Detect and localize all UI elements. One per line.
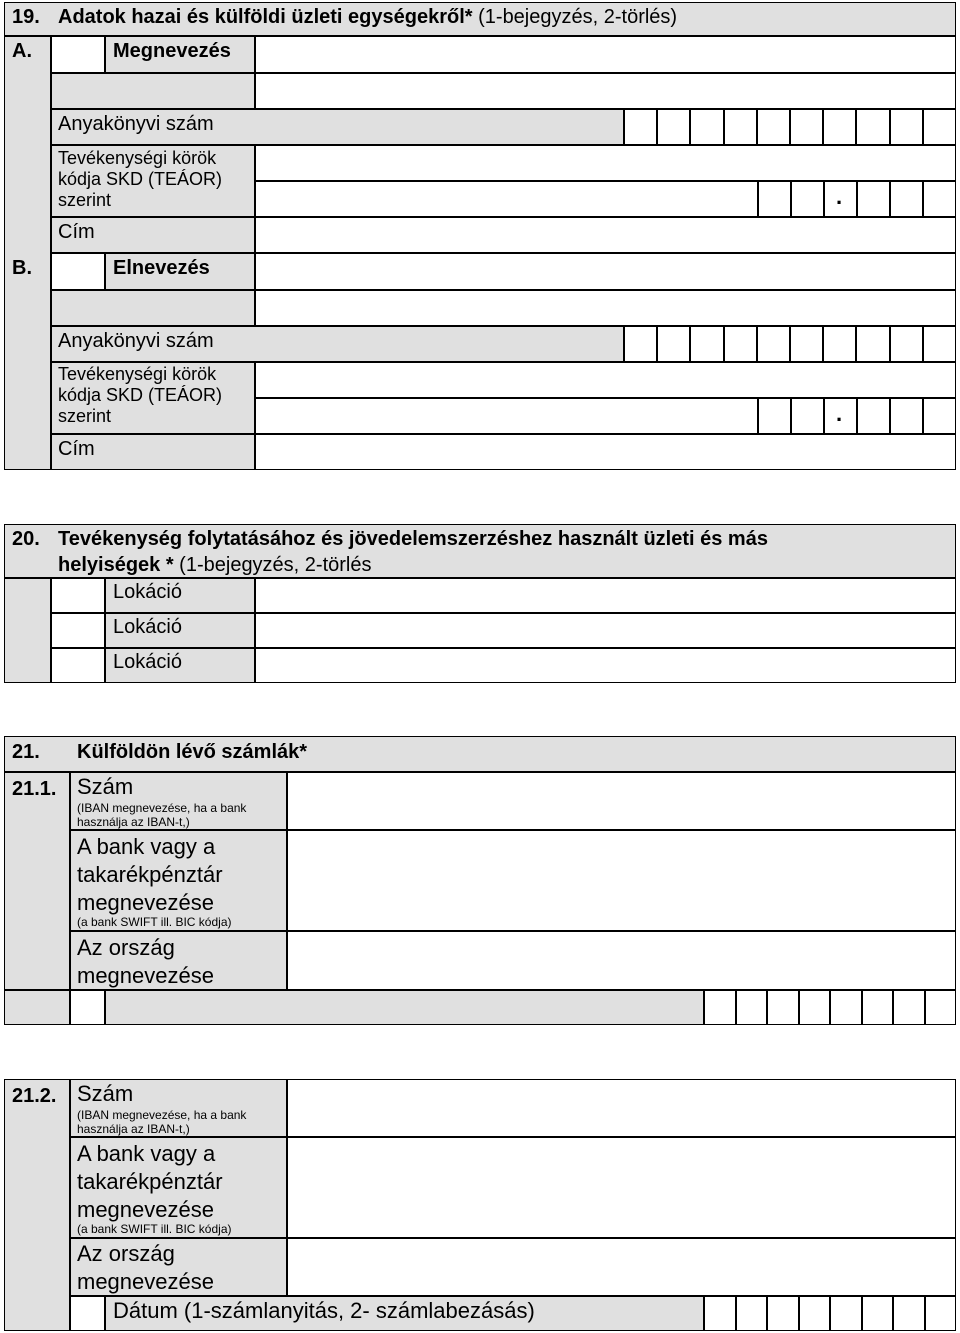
account-2-input[interactable]	[287, 1079, 956, 1137]
bank-2-label-line-3: megnevezése	[77, 1197, 214, 1222]
account-1-note	[77, 801, 246, 829]
section-19-number: 19.	[12, 6, 40, 28]
account-2-date-box-5[interactable]	[830, 1296, 862, 1331]
section-21-2-number: 21.2.	[12, 1085, 57, 1107]
part-a-reg-box-7[interactable]	[823, 109, 856, 145]
account-1-date-box-8[interactable]	[925, 990, 957, 1025]
section-20-title-rest: (1-bejegyzés, 2-törlés	[173, 554, 372, 576]
section-20-title-line-1: Tevékenység folytatásához és jövedelemszerzéshez használt üzleti és más	[58, 528, 768, 550]
location-3-input[interactable]	[255, 648, 956, 683]
part-a-activity-line-1: Tevékenységi körök	[58, 148, 217, 168]
part-b-code-box-1[interactable]	[758, 398, 791, 434]
location-1-input[interactable]	[255, 578, 956, 613]
part-b-reg-box-8[interactable]	[856, 326, 889, 362]
part-a-code-box-5[interactable]	[923, 181, 956, 217]
part-a-code-separator: .	[836, 184, 843, 209]
part-a-reg-box-2[interactable]	[657, 109, 690, 145]
section-20-left-column	[4, 578, 51, 683]
account-2-date-box-3[interactable]	[767, 1296, 799, 1331]
part-b-reg-box-6[interactable]	[790, 326, 823, 362]
part-a-reg-label: Anyakönyvi szám	[58, 113, 214, 135]
part-a-reg-box-8[interactable]	[856, 109, 889, 145]
account-2-date-box-8[interactable]	[925, 1296, 957, 1331]
section-21-title: Külföldön lévő számlák*	[77, 741, 308, 763]
bank-1-label	[77, 833, 223, 917]
bank-2-label-line-2: takarékpénztár	[77, 1169, 223, 1194]
part-a-name-input-2[interactable]	[255, 73, 956, 109]
part-b-reg-box-10[interactable]	[923, 326, 956, 362]
location-2-label: Lokáció	[113, 616, 182, 638]
location-3-status-box[interactable]	[51, 648, 105, 683]
section-21-1-number: 21.1.	[12, 778, 57, 800]
location-1-label: Lokáció	[113, 581, 182, 603]
part-a-name-input[interactable]	[255, 36, 956, 73]
account-1-note-line-2: használja az IBAN-t,)	[77, 815, 190, 829]
account-1-date-box-1[interactable]	[704, 990, 736, 1025]
country-2-label-line-1: Az ország	[77, 1241, 175, 1266]
part-b-reg-box-7[interactable]	[823, 326, 856, 362]
part-b-reg-label: Anyakönyvi szám	[58, 330, 214, 352]
part-b-address-label: Cím	[58, 438, 95, 460]
account-2-note-line-1: (IBAN megnevezése, ha a bank	[77, 1108, 247, 1122]
section-20-title-line-2	[58, 554, 372, 576]
location-1-status-box[interactable]	[51, 578, 105, 613]
part-b-activity-input[interactable]	[255, 362, 956, 398]
bank-1-note: (a bank SWIFT ill. BIC kódja)	[77, 915, 232, 929]
part-a-name-continuation	[51, 73, 255, 109]
account-1-date-box-7[interactable]	[893, 990, 925, 1025]
account-2-note-line-2: használja az IBAN-t,)	[77, 1122, 190, 1136]
part-b-activity-label	[58, 364, 222, 427]
country-1-label	[77, 934, 214, 990]
part-a-reg-box-1[interactable]	[624, 109, 657, 145]
section-19-title-bold: Adatok hazai és külföldi üzleti egységekről*	[58, 6, 473, 28]
part-b-reg-box-3[interactable]	[690, 326, 723, 362]
account-1-date-label-cell	[105, 990, 704, 1025]
part-a-reg-box-5[interactable]	[757, 109, 790, 145]
section-21-2-left-column	[4, 1079, 70, 1331]
part-a-activity-input[interactable]	[255, 145, 956, 181]
account-2-note	[77, 1108, 246, 1136]
part-a-reg-box-6[interactable]	[790, 109, 823, 145]
account-1-date-box-2[interactable]	[736, 990, 768, 1025]
account-2-date-box-6[interactable]	[862, 1296, 894, 1331]
bank-1-input[interactable]	[287, 830, 956, 931]
country-2-label-line-2: megnevezése	[77, 1269, 214, 1294]
account-2-date-label: Dátum (1-számlanyitás, 2- számlabezásás)	[113, 1298, 535, 1323]
part-a-reg-box-3[interactable]	[690, 109, 723, 145]
country-2-label	[77, 1240, 214, 1296]
bank-2-note: (a bank SWIFT ill. BIC kódja)	[77, 1222, 232, 1236]
part-b-reg-box-4[interactable]	[724, 326, 757, 362]
country-1-input[interactable]	[287, 931, 956, 990]
part-b-reg-box-9[interactable]	[890, 326, 923, 362]
part-b-status-box[interactable]	[51, 253, 105, 290]
part-b-code-separator: .	[836, 401, 843, 426]
part-b-activity-code-area	[255, 398, 758, 434]
part-a-code-box-2[interactable]	[791, 181, 824, 217]
part-a-code-box-4[interactable]	[890, 181, 923, 217]
account-2-date-box-1[interactable]	[704, 1296, 736, 1331]
part-b-name-label: Elnevezés	[113, 257, 210, 279]
bank-1-label-line-3: megnevezése	[77, 890, 214, 915]
bank-1-label-line-1: A bank vagy a	[77, 834, 216, 859]
part-b-letter: B.	[12, 257, 32, 279]
part-a-reg-box-4[interactable]	[724, 109, 757, 145]
part-b-name-input[interactable]	[255, 253, 956, 290]
account-2-label: Szám	[77, 1081, 134, 1106]
section-19-title	[58, 6, 677, 28]
part-a-code-box-3[interactable]	[857, 181, 890, 217]
account-1-date-box-5[interactable]	[830, 990, 862, 1025]
part-a-activity-line-3: szerint	[58, 190, 112, 210]
location-2-status-box[interactable]	[51, 613, 105, 648]
part-a-address-label: Cím	[58, 221, 95, 243]
location-3-label: Lokáció	[113, 651, 182, 673]
country-2-input[interactable]	[287, 1238, 956, 1296]
account-2-date-box-2[interactable]	[736, 1296, 768, 1331]
part-b-code-box-4[interactable]	[890, 398, 923, 434]
account-1-status-box[interactable]	[70, 990, 105, 1025]
part-b-name-input-2[interactable]	[255, 290, 956, 326]
location-2-input[interactable]	[255, 613, 956, 648]
part-a-address-input[interactable]	[255, 217, 956, 253]
section-19-title-rest: (1-bejegyzés, 2-törlés)	[472, 6, 678, 28]
part-a-code-box-1[interactable]	[758, 181, 791, 217]
section-21-1-footer-left	[4, 990, 70, 1025]
part-b-reg-box-2[interactable]	[657, 326, 690, 362]
account-1-date-box-6[interactable]	[862, 990, 894, 1025]
account-1-label: Szám	[77, 774, 134, 799]
bank-2-input[interactable]	[287, 1137, 956, 1238]
part-a-activity-label	[58, 148, 222, 211]
account-1-date-box-3[interactable]	[767, 990, 799, 1025]
part-b-name-continuation	[51, 290, 255, 326]
account-2-date-box-4[interactable]	[799, 1296, 831, 1331]
bank-1-label-line-2: takarékpénztár	[77, 862, 223, 887]
bank-2-label-line-1: A bank vagy a	[77, 1141, 216, 1166]
part-a-activity-line-2: kódja SKD (TEÁOR)	[58, 169, 223, 189]
part-a-activity-code-area	[255, 181, 758, 217]
account-1-note-line-1: (IBAN megnevezése, ha a bank	[77, 801, 247, 815]
part-a-status-box[interactable]	[51, 36, 105, 73]
part-b-activity-line-2: kódja SKD (TEÁOR)	[58, 385, 223, 405]
section-21-number: 21.	[12, 741, 40, 763]
section-20-number: 20.	[12, 528, 40, 550]
part-b-code-box-3[interactable]	[857, 398, 890, 434]
country-1-label-line-1: Az ország	[77, 935, 175, 960]
part-a-name-label: Megnevezés	[113, 40, 231, 62]
part-b-code-box-2[interactable]	[791, 398, 824, 434]
part-a-reg-box-10[interactable]	[923, 109, 956, 145]
part-b-reg-box-5[interactable]	[757, 326, 790, 362]
account-1-input[interactable]	[287, 772, 956, 830]
section-19-left-column	[4, 36, 51, 470]
part-a-reg-box-9[interactable]	[890, 109, 923, 145]
country-1-label-line-2: megnevezése	[77, 963, 214, 988]
part-a-letter: A.	[12, 40, 32, 62]
part-b-activity-line-3: szerint	[58, 406, 112, 426]
account-2-date-box-7[interactable]	[893, 1296, 925, 1331]
section-21-1-left-column	[4, 772, 70, 990]
account-2-status-box[interactable]	[70, 1296, 105, 1331]
part-b-code-box-5[interactable]	[923, 398, 956, 434]
part-b-activity-line-1: Tevékenységi körök	[58, 364, 217, 384]
section-20-title-bold-2: helyiségek *	[58, 554, 174, 576]
bank-2-label	[77, 1140, 223, 1224]
account-1-date-box-4[interactable]	[799, 990, 831, 1025]
part-b-address-input[interactable]	[255, 434, 956, 470]
part-b-reg-box-1[interactable]	[624, 326, 657, 362]
